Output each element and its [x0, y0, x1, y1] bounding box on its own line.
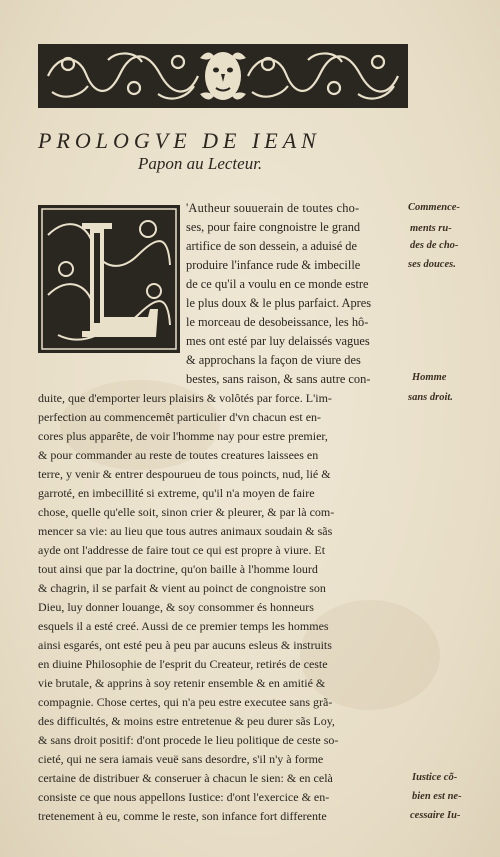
- text-line: bestes, sans raison, & sans autre con-: [186, 372, 371, 386]
- text-line: en diuine Philosophie de l'esprit du Createur, retirés de ceste: [38, 657, 328, 671]
- text-line: 'Autheur souuerain de toutes cho-: [186, 201, 360, 215]
- marginal-note: Commence-: [408, 202, 460, 213]
- marginal-note: cessaire Iu-: [410, 810, 461, 821]
- page-title: PROLOGVE DE IEAN: [38, 128, 321, 153]
- marginal-note: sans droit.: [408, 392, 453, 403]
- marginal-note: des de cho-: [410, 240, 459, 251]
- marginal-note: Iustice cõ-: [412, 772, 458, 783]
- text-line: le plus doux & le plus parfaict. Apres: [186, 296, 372, 310]
- text-line: cores plus apparête, de voir l'homme nay pour estre premier,: [38, 429, 328, 443]
- drop-cap-l-icon: [38, 205, 180, 353]
- text-line: compagnie. Chose certes, qui n'a peu estre executee sans grã-: [38, 695, 333, 709]
- text-line: tretenement à eu, comme le reste, son infance fort differente: [38, 809, 327, 823]
- text-line: ayde ont l'addresse de faire tout ce qui est propre à viure. Et: [38, 543, 326, 557]
- text-line: & chagrin, il se parfait & vient au poinct de congnoistre son: [38, 581, 326, 595]
- text-line: produire l'infance rude & imbecille: [186, 258, 361, 272]
- text-line: ses, pour faire congnoistre le grand: [186, 220, 361, 234]
- marginal-note: ments ru-: [410, 223, 452, 234]
- text-line: duite, que d'emporter leurs plaisirs & volôtés par force. L'im-: [38, 391, 332, 405]
- marginal-note: Homme: [412, 372, 447, 383]
- text-line: chose, quelle qu'elle soit, sinon crier & pleurer, & par là com-: [38, 505, 335, 519]
- page-subtitle: Papon au Lecteur.: [138, 154, 263, 173]
- text-line: esquels il a esté creé. Aussi de ce premier temps les hommes: [38, 619, 329, 633]
- text-line: de ce qu'il a voulu en ce monde estre: [186, 277, 369, 291]
- text-line: terre, y venir & entrer despourueu de tous poincts, nud, lié &: [38, 467, 331, 481]
- text-line: ainsi esgarés, ont esté peu à peu par aucuns esleus & instruits: [38, 638, 332, 652]
- text-line: perfection au commencemêt particulier d'vn chacun est en-: [38, 410, 322, 424]
- text-line: tout ainsi que par la doctrine, qu'on baille à l'homme lourd: [38, 562, 318, 576]
- text-line: consiste ce que nous appellons Iustice: d'ont l'exercice & en-: [38, 790, 330, 804]
- marginal-note: ses douces.: [408, 259, 456, 270]
- text-line: & approchans la façon de viure des: [186, 353, 361, 367]
- head-ornament-icon: [38, 44, 408, 108]
- text-line: garroté, en imbecillité si extreme, qu'il n'a moyen de faire: [38, 486, 315, 500]
- text-line: artifice de son dessein, a aduisé de: [186, 239, 357, 253]
- text-line: mes ont esté par luy delaissés vagues: [186, 334, 370, 348]
- text-line: mencer sa vie: au lieu que tous autres animaux soudain & sãs: [38, 524, 333, 538]
- text-line: vie brutale, & apprins à soy retenir ensemble & en amitié &: [38, 676, 326, 690]
- text-line: certaine de distribuer & conseruer à chacun le sien: & en celà: [38, 771, 333, 785]
- text-line: le morceau de desobeissance, les hô-: [186, 315, 369, 329]
- marginal-note: bien est ne-: [412, 791, 462, 802]
- text-line: des difficultés, & moins estre entretenue & peu durer sãs Loy,: [38, 714, 335, 728]
- text-line: & sans droit positif: d'ont procede le lieu politique de ceste so-: [38, 733, 339, 747]
- text-line: cieté, qui ne sera iamais veuë sans desordre, s'il n'y à forme: [38, 752, 324, 766]
- text-line: & pour commander au reste de toutes creatures laissees en: [38, 448, 319, 462]
- paper-stain: [300, 600, 440, 710]
- text-line: Dieu, luy donner louange, & soy consommer és honneurs: [38, 600, 314, 614]
